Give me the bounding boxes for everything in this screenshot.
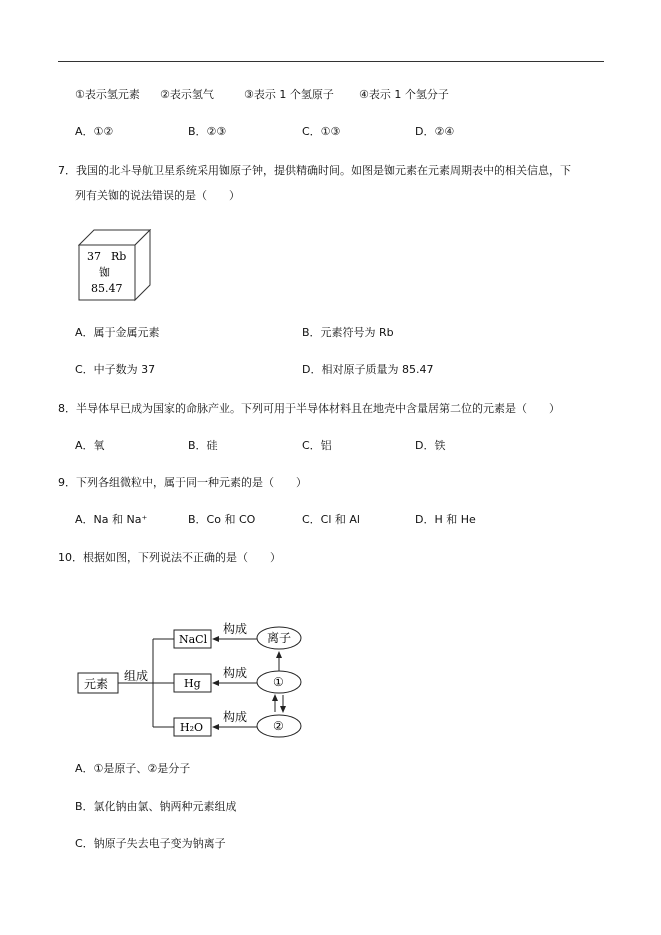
q6-statement-3: ③表示 1 个氢原子 — [244, 88, 334, 101]
q7-option-b[interactable]: B．元素符号为 Rb — [302, 326, 394, 339]
q10-option-c[interactable]: C．钠原子失去电子变为钠离子 — [75, 837, 226, 850]
q8-option-c[interactable]: C．铝 — [302, 439, 332, 452]
q8-option-b[interactable]: B．硅 — [188, 439, 218, 452]
q7-option-a[interactable]: A．属于金属元素 — [75, 326, 160, 339]
particle-2-label: ② — [273, 719, 284, 733]
q7-stem-line1: 7．我国的北斗导航卫星系统采用铷原子钟，提供精确时间。如图是铷元素在元素周期表中的相关信息，下 — [58, 164, 571, 177]
q10-stem: 10．根据如图，下列说法不正确的是（ ） — [58, 551, 281, 564]
q8-stem: 8．半导体早已成为国家的命脉产业。下列可用于半导体材料且在地壳中含量居第二位的元素是（ ） — [58, 402, 560, 415]
constitute-label-2: 构成 — [223, 666, 248, 680]
q8-option-a[interactable]: A．氧 — [75, 439, 105, 452]
q6-option-a[interactable]: A．①② — [75, 125, 114, 138]
q9-option-d[interactable]: D．H 和 He — [415, 513, 476, 526]
constitute-label-3: 构成 — [223, 710, 248, 724]
substance-label-nacl: NaCl — [179, 633, 208, 646]
q9-option-c[interactable]: C．Cl 和 Al — [302, 513, 360, 526]
element-name: 铷 — [99, 266, 110, 279]
rubidium-element-card — [78, 229, 154, 305]
q8-option-d[interactable]: D．铁 — [415, 439, 446, 452]
q10-option-b[interactable]: B．氯化钠由氯、钠两种元素组成 — [75, 800, 237, 813]
q7-stem-line2: 列有关铷的说法错误的是（ ） — [75, 189, 240, 202]
q7-option-c[interactable]: C．中子数为 37 — [75, 363, 156, 376]
particle-1-label: ① — [273, 675, 284, 689]
q6-option-d[interactable]: D．②④ — [415, 125, 455, 138]
compose-label: 组成 — [124, 669, 149, 683]
q9-stem: 9．下列各组微粒中，属于同一种元素的是（ ） — [58, 476, 307, 489]
q7-option-d[interactable]: D．相对原子质量为 85.47 — [302, 363, 434, 376]
substance-label-hg: Hg — [184, 677, 201, 690]
constitute-label-1: 构成 — [223, 622, 248, 636]
q6-option-c[interactable]: C．①③ — [302, 125, 341, 138]
element-mass: 85.47 — [91, 282, 123, 295]
q6-statement-2: ②表示氢气 — [160, 88, 214, 101]
q9-option-a[interactable]: A．Na 和 Na⁺ — [75, 513, 148, 526]
q6-statement-4: ④表示 1 个氢分子 — [359, 88, 449, 101]
header-rule — [58, 61, 604, 62]
q10-option-a[interactable]: A．①是原子、②是分子 — [75, 762, 191, 775]
element-symbol: Rb — [111, 250, 127, 263]
composition-diagram — [74, 618, 314, 744]
particle-ion-label: 离子 — [267, 631, 292, 645]
element-number: 37 — [87, 250, 101, 263]
q9-option-b[interactable]: B．Co 和 CO — [188, 513, 256, 526]
substance-label-h2o: H₂O — [180, 721, 204, 734]
element-box-label: 元素 — [84, 677, 109, 691]
q6-statement-1: ①表示氢元素 — [75, 88, 140, 101]
q6-option-b[interactable]: B．②③ — [188, 125, 227, 138]
